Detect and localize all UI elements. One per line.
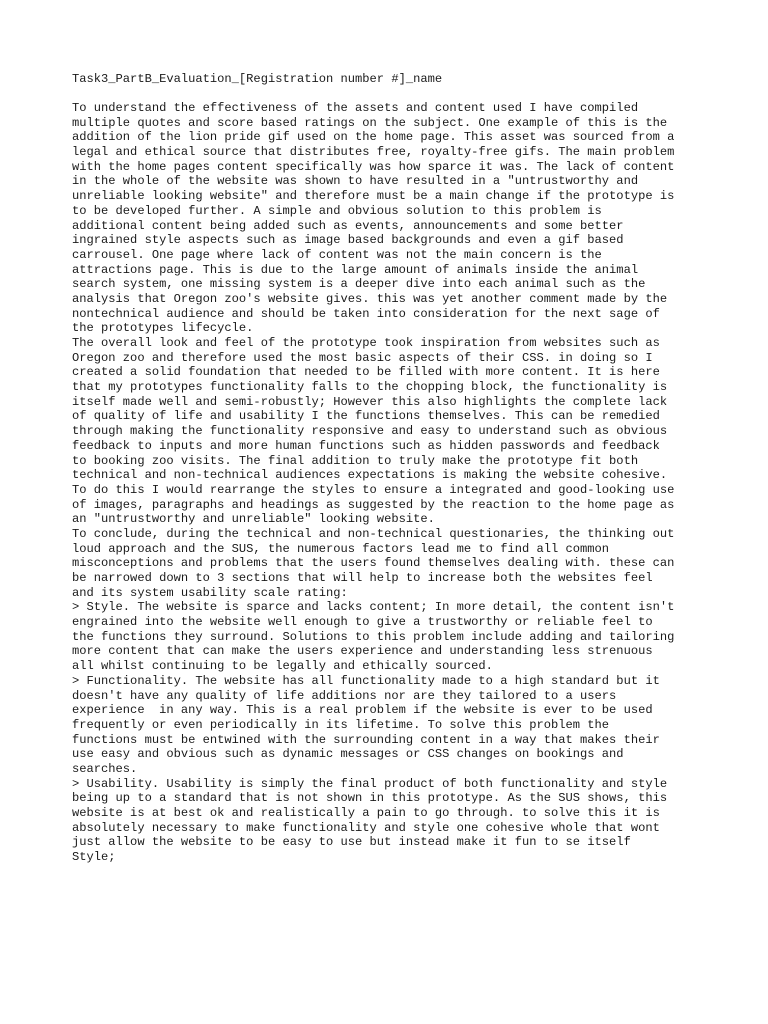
text-line: addition of the lion pride gif used on the home page. This asset was sourced from a: [72, 130, 675, 145]
text-line: > Style. The website is sparce and lacks content; In more detail, the content isn't: [72, 600, 675, 615]
text-line: Style;: [72, 850, 116, 865]
text-line: searches.: [72, 761, 138, 776]
document-title: Task3_PartB_Evaluation_[Registration number #]_name: [72, 72, 443, 86]
text-line: frequently or even periodically in its lifetime. To solve this problem the: [72, 717, 610, 732]
text-line: the prototypes lifecycle.: [72, 321, 254, 336]
text-line: be narrowed down to 3 sections that will help to increase both the websites feel: [72, 571, 653, 585]
text-line: feedback to inputs and more human functions such as hidden passwords and feedback: [72, 438, 660, 453]
text-line: additional content being added such as events, announcements and some better: [72, 218, 624, 233]
text-line: that my prototypes functionality falls to the chopping block, the functionality is: [72, 380, 668, 395]
text-line: legal and ethical source that distributes free, royalty-free gifs. The main problem: [72, 145, 675, 160]
text-line: of images, paragraphs and headings as suggested by the reaction to the home page as: [72, 497, 675, 512]
text-line: to booking zoo visits. The final addition to truly make the prototype fit both: [72, 453, 639, 468]
text-line: technical and non-technical audiences expectations is making the website cohesive.: [72, 468, 668, 483]
text-line: being up to a standard that is not shown in this prototype. As the SUS shows, this: [72, 791, 668, 806]
text-line: in the whole of the website was shown to have resulted in a "untrustworthy and: [72, 174, 639, 189]
text-line: the functions they surround. Solutions to this problem include adding and tailoring: [72, 629, 675, 644]
text-line: engrained into the website well enough to give a trustworthy or reliable feel to: [72, 615, 653, 630]
text-line: multiple quotes and score based ratings on the subject. One example of this is the: [72, 115, 668, 130]
text-line: just allow the website to be easy to use but instead make it fun to se itself: [72, 835, 631, 850]
text-line: more content that can make the users experience and understanding less strenuous: [72, 644, 653, 659]
text-line: unreliable looking website" and therefore must be a main change if the prototype is: [72, 189, 675, 204]
text-line: functions must be entwined with the surrounding content in a way that makes their: [72, 732, 660, 747]
document-body: [72, 101, 712, 865]
text-line: To conclude, during the technical and non-technical questionaries, the thinking out: [72, 526, 675, 541]
text-line: itself made well and semi-robustly; However this also highlights the complete lack: [72, 394, 668, 409]
text-line: created a solid foundation that needed to be filled with more content. It is here: [72, 365, 660, 380]
text-line: through making the functionality responsive and easy to understand such as obvious: [72, 424, 668, 439]
text-line: and its system usability scale rating:: [72, 585, 348, 600]
text-line: experience in any way. This is a real problem if the website is ever to be used: [72, 703, 653, 718]
text-line: website is at best ok and realistically a pain to go through. to solve this it is: [72, 806, 660, 820]
text-line: attractions page. This is due to the large amount of animals inside the animal: [72, 262, 639, 277]
text-line: loud approach and the SUS, the numerous factors lead me to find all common: [72, 541, 610, 556]
text-line: misconceptions and problems that the users found themselves dealing with. these can: [72, 556, 675, 571]
text-line: with the home pages content specifically was how sparce it was. The lack of content: [72, 159, 675, 174]
text-line: search system, one missing system is a deeper dive into each animal such as the: [72, 277, 646, 292]
text-line: absolutely necessary to make functionality and style one cohesive whole that wont: [72, 820, 660, 835]
text-line: To understand the effectiveness of the assets and content used I have compiled: [72, 101, 639, 115]
text-line: > Usability. Usability is simply the final product of both functionality and style: [72, 776, 668, 791]
text-line: an "untrustworthy and unreliable" looking website.: [72, 512, 435, 527]
text-line: carrousel. One page where lack of content was not the main concern is the: [72, 247, 602, 262]
text-line: ingrained style aspects such as image based backgrounds and even a gif based: [72, 233, 624, 248]
text-line: all whilst continuing to be legally and ethically sourced.: [72, 659, 493, 674]
text-line: use easy and obvious such as dynamic messages or CSS changes on bookings and: [72, 747, 624, 762]
text-line: > Functionality. The website has all functionality made to a high standard but it: [72, 673, 660, 688]
text-line: nontechnical audience and should be taken into consideration for the next sage of: [72, 306, 660, 321]
text-line: Oregon zoo and therefore used the most basic aspects of their CSS. in doing so I: [72, 350, 653, 365]
text-line: of quality of life and usability I the functions themselves. This can be remedied: [72, 409, 660, 424]
text-line: analysis that Oregon zoo's website gives. this was yet another comment made by the: [72, 291, 668, 306]
text-line: to be developed further. A simple and obvious solution to this problem is: [72, 203, 602, 218]
text-line: To do this I would rearrange the styles to ensure a integrated and good-looking use: [72, 482, 675, 497]
text-line: doesn't have any quality of life additions nor are they tailored to a users: [72, 688, 617, 703]
text-line: The overall look and feel of the prototype took inspiration from websites such as: [72, 336, 660, 350]
